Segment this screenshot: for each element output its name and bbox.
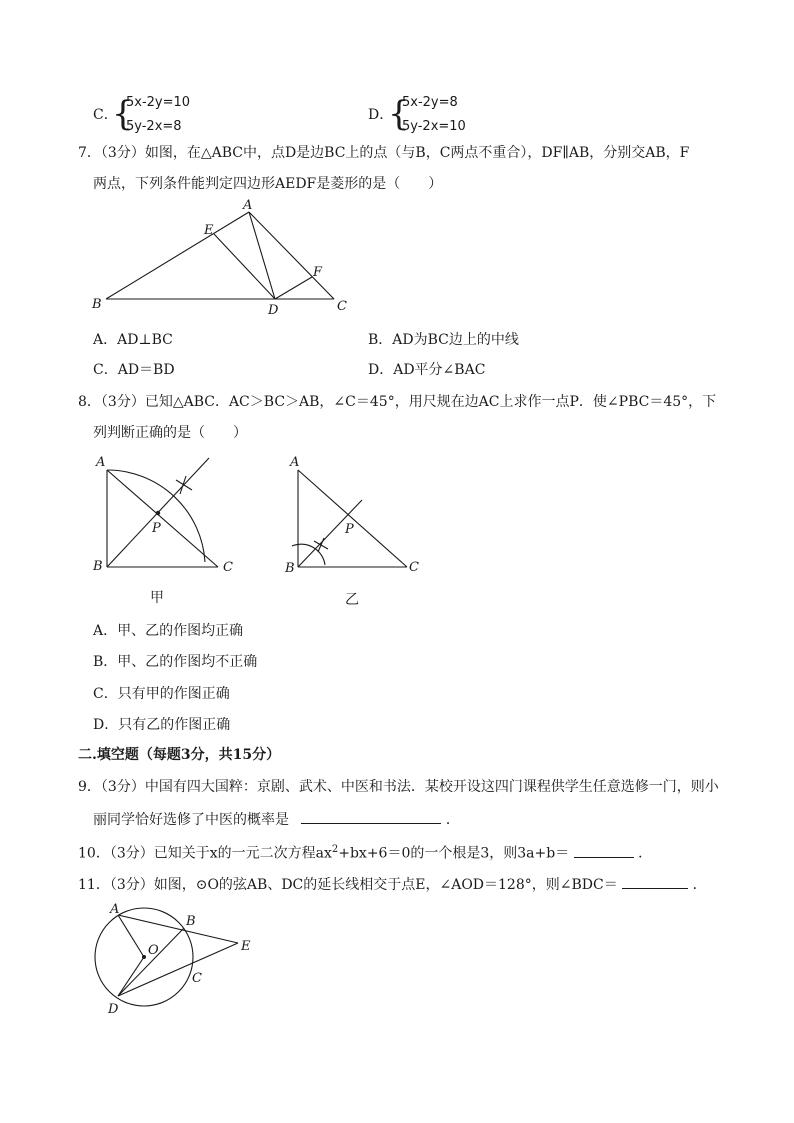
q8-figure-jia-caption: 甲 — [150, 590, 164, 606]
q11-label-b: B — [186, 914, 196, 929]
q6-option-c-label: C． — [93, 107, 118, 123]
q10-stem-prefix: 10．（3分）已知关于x的一元二次方程ax — [78, 845, 332, 862]
q8-option-c: C．只有甲的作图正确 — [93, 686, 230, 702]
q7-option-a: A．AD⊥BC — [93, 332, 173, 348]
q11-segment-ao — [118, 915, 144, 957]
q7-segment-df — [275, 277, 312, 299]
q8-yi-segment-ac — [298, 470, 407, 567]
q8-figure-yi-caption: 乙 — [345, 592, 359, 608]
q8-stem-line2: 列判断正确的是（ ） — [93, 425, 247, 441]
q7-label-e: E — [204, 223, 214, 238]
q8-jia-label-a: A — [96, 455, 106, 470]
q11-label-d: D — [108, 1002, 119, 1017]
q7-label-a: A — [243, 198, 253, 213]
q7-stem-line1: 7．（3分）如图，在△ABC中，点D是边BC上的点（与B，C两点不重合），DF∥AB，分别交AB，F — [78, 145, 690, 161]
q11-segment-ae — [118, 915, 238, 943]
q7-label-d: D — [268, 303, 279, 318]
q8-yi-label-b: B — [285, 561, 295, 576]
q6-option-d-eq1: 5x-2y=8 — [402, 95, 458, 110]
q7-label-b: B — [92, 297, 102, 312]
q7-option-d: D．AD平分∠BAC — [368, 362, 486, 378]
q11-segment-bd — [118, 928, 184, 996]
q7-stem-line2: 两点，下列条件能判定四边形AEDF是菱形的是（ ） — [93, 176, 443, 192]
q11-label-a: A — [110, 902, 120, 917]
q11-stem-suffix: ． — [692, 877, 707, 893]
q8-jia-arc — [107, 470, 205, 562]
q8-jia-label-p: P — [152, 521, 161, 536]
q11-center-dot — [142, 955, 146, 959]
q6-option-c-eq1: 5x-2y=10 — [126, 95, 191, 110]
q9-stem-line1: 9．（3分）中国有四大国粹：京剧、武术、中医和书法．某校开设这四门课程供学生任意选修一门，则小 — [78, 779, 719, 795]
q9-stem-prefix: 丽同学恰好选修了中医的概率是 — [93, 812, 289, 828]
q8-yi-label-c: C — [409, 560, 419, 575]
q7-label-c: C — [337, 299, 347, 314]
q8-jia-point-p — [156, 511, 160, 515]
q6-option-c-brace: { — [112, 94, 134, 134]
q11-answer-blank[interactable] — [622, 874, 688, 889]
q10-stem-suffix: ． — [638, 845, 653, 862]
q11-circle-figure — [92, 898, 262, 1018]
q10-exponent: 2 — [331, 844, 339, 855]
q10-answer-blank[interactable] — [574, 843, 634, 858]
q10-stem — [78, 842, 652, 862]
q6-option-d-brace: { — [388, 94, 410, 134]
q7-option-b: B．AD为BC边上的中线 — [368, 332, 519, 348]
q8-figure-yi — [282, 450, 432, 580]
q11-label-e: E — [241, 939, 251, 954]
q6-option-d-eq2: 5y-2x=10 — [402, 119, 466, 134]
q6-option-d-label: D． — [368, 107, 394, 123]
q9-stem-suffix: ． — [445, 812, 460, 828]
q8-jia-segment-ac — [107, 470, 218, 567]
q8-jia-mark-2 — [180, 476, 186, 494]
q7-option-c: C．AD＝BD — [93, 362, 175, 378]
q8-jia-label-c: C — [223, 560, 233, 575]
q8-yi-label-a: A — [290, 455, 300, 470]
q8-jia-label-b: B — [93, 559, 103, 574]
q6-option-c-eq2: 5y-2x=8 — [126, 119, 182, 134]
q11-label-c: C — [192, 971, 202, 986]
q11-stem — [78, 874, 707, 893]
q8-option-a: A．甲、乙的作图均正确 — [93, 623, 244, 639]
q8-stem-line1: 8．（3分）已知△ABC．AC＞BC＞AB，∠C＝45°，用尺规在边AC上求作一点P．使∠PBC＝45°，下 — [78, 394, 717, 410]
q8-option-b: B．甲、乙的作图均不正确 — [93, 654, 258, 670]
q8-yi-label-p: P — [345, 522, 354, 537]
q11-label-o: O — [148, 943, 159, 958]
q11-stem-text: 11．（3分）如图，⊙O的弦AB、DC的延长线相交于点E，∠AOD＝128°，则∠BDC＝ — [78, 877, 618, 893]
q8-figure-jia — [88, 450, 248, 580]
section-2-title: 二.填空题（每题3分，共15分） — [78, 747, 281, 763]
q7-label-f: F — [313, 265, 323, 280]
q9-answer-blank[interactable] — [301, 809, 441, 824]
q7-triangle-figure — [88, 198, 358, 322]
q7-segment-ba — [106, 212, 249, 299]
q10-stem-middle: +bx+6＝0的一个根是3，则3a+b＝ — [338, 845, 570, 862]
q9-stem-line2 — [93, 809, 460, 828]
q8-option-d: D．只有乙的作图正确 — [93, 717, 231, 733]
